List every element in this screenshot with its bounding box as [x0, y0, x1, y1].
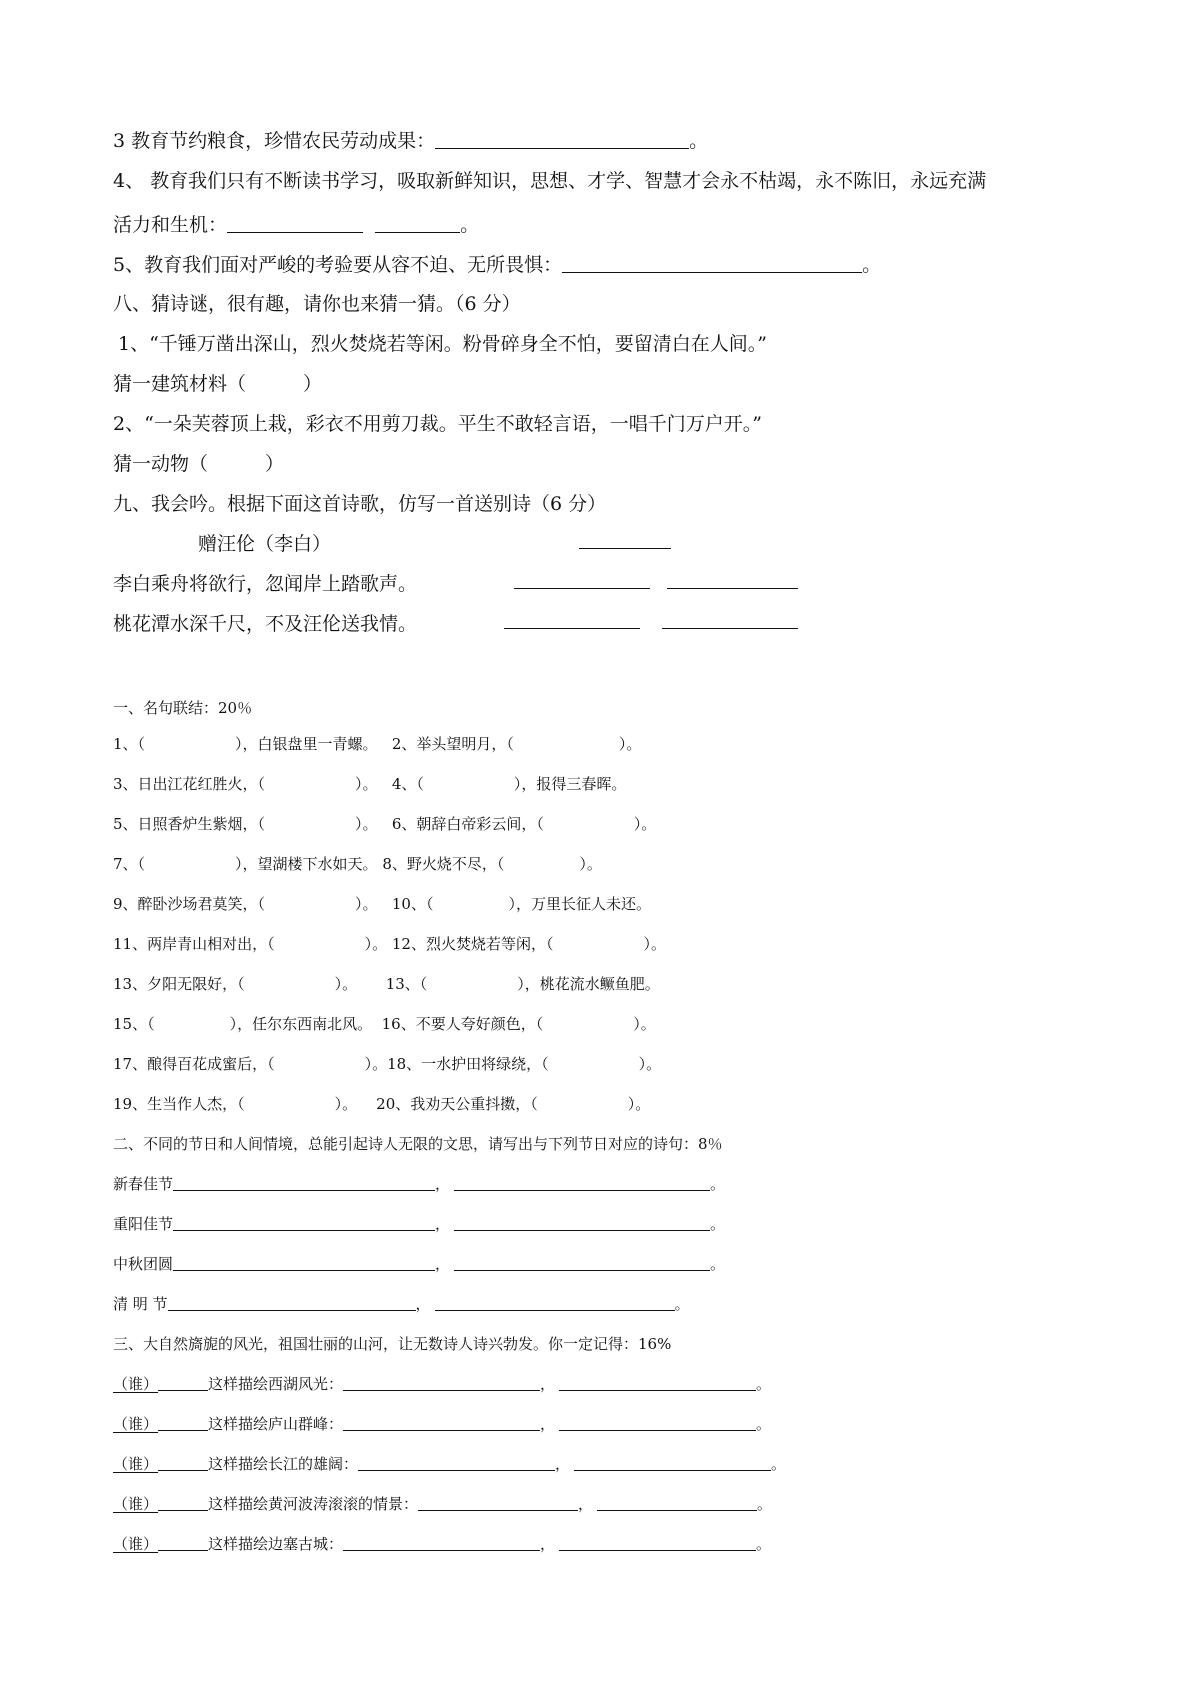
scenery-row: （谁） 这样描绘西湖风光： ， 。: [113, 1375, 772, 1393]
scenery-row: （谁） 这样描绘长江的雄阔： ， 。: [113, 1455, 787, 1473]
section-8-title: 八、猜诗谜，很有趣，请你也来猜一猜。（6 分）: [113, 293, 521, 315]
poet-blank[interactable]: （谁）: [113, 1535, 159, 1553]
scenery-row: （谁） 这样描绘黄河波涛滚滚的情景： ， 。: [113, 1495, 773, 1513]
poet-blank[interactable]: （谁）: [113, 1415, 159, 1433]
answer-blank[interactable]: [559, 1535, 756, 1551]
answer-blank[interactable]: [454, 1215, 710, 1231]
imitation-title-blank[interactable]: [579, 532, 671, 549]
riddle-1: 1、“千锤万凿出深山，烈火焚烧若等闲。粉骨碎身全不怕，要留清白在人间。”: [118, 333, 768, 355]
question-5: 5、教育我们面对严峻的考验要从容不迫、无所畏惧： 。: [113, 254, 882, 276]
answer-blank[interactable]: [375, 213, 460, 233]
poet-blank[interactable]: （谁）: [113, 1375, 159, 1393]
answer-blank[interactable]: [343, 1375, 540, 1391]
fill-row: 19、生当作人杰，（ ）。 20、我劝天公重抖擞，（ ）。: [113, 1095, 651, 1113]
question-text: 3 教育节约粮食，珍惜农民劳动成果：: [113, 130, 436, 152]
festival-row: 重阳佳节 ， 。: [113, 1215, 726, 1233]
section-1-title: 一、名句联结：20％: [113, 699, 253, 717]
imitation-blank[interactable]: [514, 572, 650, 589]
festival-row: 清 明 节 ， 。: [113, 1295, 690, 1313]
fill-row: 3、日出江花红胜火，（ ）。 4、（ ），报得三春晖。: [113, 775, 627, 793]
fill-row: 11、两岸青山相对出，（ ）。 12、烈火焚烧若等闲，（ ）。: [113, 935, 666, 953]
answer-blank[interactable]: [574, 1455, 771, 1471]
poet-blank[interactable]: （谁）: [113, 1495, 159, 1513]
answer-blank[interactable]: [454, 1175, 710, 1191]
answer-blank[interactable]: [435, 1295, 675, 1311]
answer-blank[interactable]: [559, 1375, 756, 1391]
question-4: 4、 教育我们只有不断读书学习，吸取新鲜知识，思想、才学、智慧才会永不枯竭，永不陈旧，永远充满: [113, 170, 987, 192]
section-3-title: 三、大自然旖旎的风光，祖国壮丽的山河，让无数诗人诗兴勃发。你一定记得：16%: [113, 1335, 672, 1353]
festival-row: 中秋团圆 ， 。: [113, 1255, 726, 1273]
answer-blank[interactable]: [559, 1415, 756, 1431]
answer-blank[interactable]: [597, 1495, 757, 1511]
section-2-title: 二、不同的节日和人间情境，总能引起诗人无限的文思，请写出与下列节日对应的诗句：8％: [113, 1135, 723, 1153]
poet-blank[interactable]: （谁）: [113, 1455, 159, 1473]
answer-blank[interactable]: [173, 1255, 435, 1271]
fill-row: 5、日照香炉生紫烟，（ ）。 6、朝辞白帝彩云间，（ ）。: [113, 815, 657, 833]
fill-row: 15、（ ），任尔东西南北风。 16、不要人夸好颜色，（ ）。: [113, 1015, 656, 1033]
fill-row: 7、（ ），望湖楼下水如天。 8、野火烧不尽，（ ）。: [113, 855, 602, 873]
answer-blank[interactable]: [173, 1175, 435, 1191]
fill-row: 1、（ ），白银盘里一青螺。 2、举头望明月，（ ）。: [113, 735, 642, 753]
answer-blank[interactable]: [562, 253, 862, 273]
riddle-2: 2、“一朵芙蓉顶上栽，彩衣不用剪刀裁。平生不敢轻言语，一唱千门万户开。”: [113, 413, 763, 435]
answer-blank[interactable]: [418, 1495, 578, 1511]
riddle-1-answer[interactable]: 猜一建筑材料（ ）: [113, 373, 323, 395]
answer-blank[interactable]: [343, 1415, 540, 1431]
answer-blank[interactable]: [168, 1295, 416, 1311]
answer-blank[interactable]: [343, 1535, 540, 1551]
imitation-blank[interactable]: [662, 612, 798, 629]
question-4-continued: 活力和生机： 。: [113, 214, 480, 236]
scenery-row: （谁） 这样描绘边塞古城： ， 。: [113, 1535, 772, 1553]
fill-row: 9、醉卧沙场君莫笑，（ ）。 10、（ ），万里长征人未还。: [113, 895, 651, 913]
answer-blank[interactable]: [173, 1215, 435, 1231]
section-9-title: 九、我会吟。根据下面这首诗歌，仿写一首送别诗（6 分）: [113, 493, 607, 515]
answer-blank[interactable]: [435, 129, 689, 149]
question-3: 3 教育节约粮食，珍惜农民劳动成果： 。: [113, 130, 709, 152]
poem-title: 赠汪伦（李白）: [198, 533, 332, 555]
poem-line-1: 李白乘舟将欲行，忽闻岸上踏歌声。: [113, 573, 418, 595]
answer-blank[interactable]: [358, 1455, 555, 1471]
poem-line-2: 桃花潭水深千尺，不及汪伦送我情。: [113, 613, 418, 635]
imitation-blank[interactable]: [667, 572, 798, 589]
festival-row: 新春佳节 ， 。: [113, 1175, 726, 1193]
answer-blank[interactable]: [227, 213, 363, 233]
imitation-blank[interactable]: [504, 612, 640, 629]
fill-row: 13、夕阳无限好，（ ）。 13、（ ），桃花流水鳜鱼肥。: [113, 975, 660, 993]
scenery-row: （谁） 这样描绘庐山群峰： ， 。: [113, 1415, 772, 1433]
fill-row: 17、酿得百花成蜜后，（ ）。18、一水护田将绿绕，（ ）。: [113, 1055, 662, 1073]
riddle-2-answer[interactable]: 猜一动物（ ）: [113, 453, 285, 475]
answer-blank[interactable]: [454, 1255, 710, 1271]
